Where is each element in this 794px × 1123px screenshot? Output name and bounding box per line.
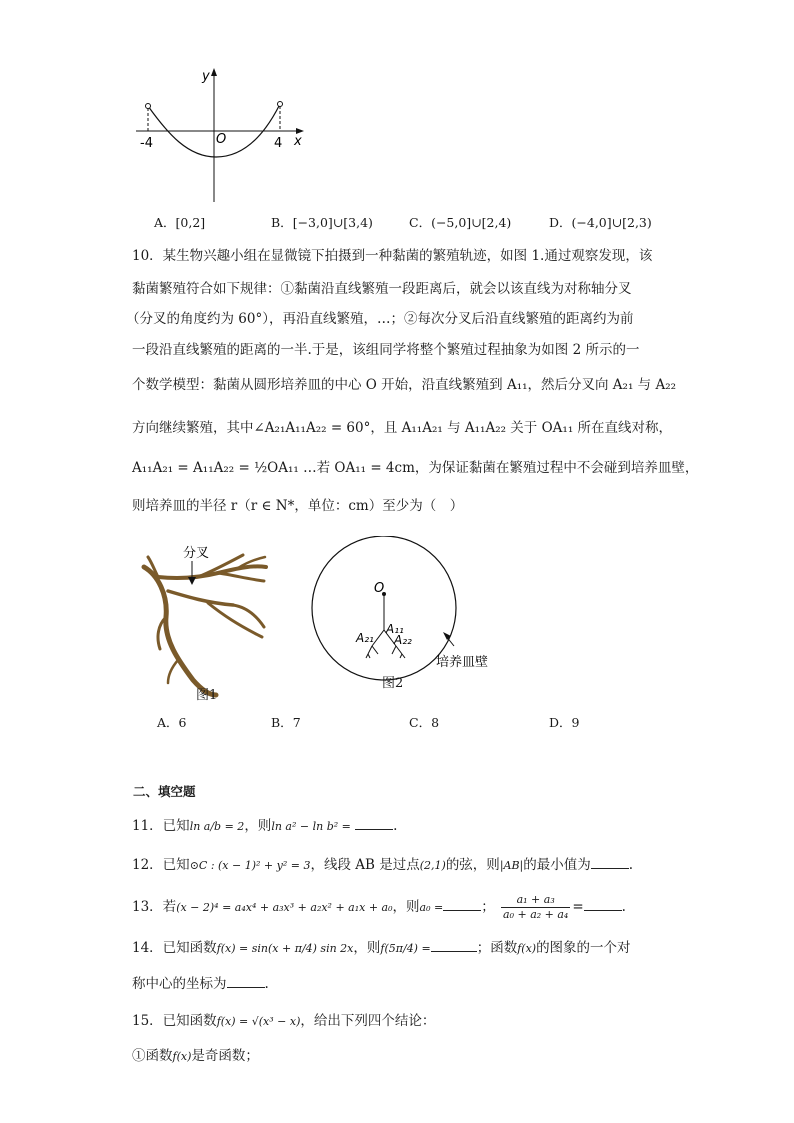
q10-option-d[interactable]: D．9 — [549, 715, 580, 730]
x-axis-label: x — [294, 134, 302, 149]
origin-label: O — [216, 132, 227, 147]
q11-answer-blank[interactable] — [355, 817, 393, 830]
q14-answer-blank-2[interactable] — [227, 975, 265, 988]
wall-label: 培养皿壁 — [436, 655, 489, 670]
q10-option-c[interactable]: C．8 — [409, 715, 440, 730]
figure-1-branch-drawing — [138, 545, 273, 705]
a21-label: A₂₁ — [356, 631, 374, 645]
q10-option-a[interactable]: A．6 — [157, 715, 187, 730]
q10-line-7: A₁₁A₂₁ = A₁₁A₂₂ = ½OA₁₁ …若 OA₁₁ = 4cm，为保证黏菌在繁殖过程中不会碰到培养皿壁， — [132, 460, 699, 476]
q10-line-5: 个数学模型：黏菌从圆形培养皿的中心 O 开始，沿直线繁殖到 A₁₁，然后分叉向 A₂₁ 与 A₂₂ — [132, 377, 677, 393]
branch-label: 分叉 — [183, 546, 210, 561]
q14: 14．已知函数f(x) = sin(x + π/4) sin 2x，则f(5π/4) = ；函数f(x)的图象的一个对 — [132, 940, 631, 956]
tick-pos-4: 4 — [274, 136, 283, 151]
q11-expr-1: ln a/b = 2 — [189, 820, 245, 833]
q13: 13．若(x − 2)⁴ = a₄x⁴ + a₃x³ + a₂x² + a₁x + a₀，则a₀ = ； $\frac{\text{a₁ + a₃}}{\text{a₀ + a₂ + a₄}}$ = . — [132, 893, 626, 921]
q12-answer-blank[interactable] — [591, 856, 629, 869]
section-2-title: 二、填空题 — [133, 784, 196, 799]
q10-option-b[interactable]: B．7 — [271, 715, 301, 730]
q12: 12．已知⊙C : (x − 1)² + y² = 3，线段 AB 是过点(2,1)的弦，则|AB|的最小值为 . — [132, 857, 634, 873]
q10-line-6: 方向继续繁殖，其中∠A₂₁A₁₁A₂₂ = 60°，且 A₁₁A₂₁ 与 A₁₁A₂₂ 关于 OA₁₁ 所在直线对称， — [132, 420, 673, 436]
figure-1-caption: 图1 — [196, 688, 218, 703]
q10-line-4: 一段沿直线繁殖的距离的一半.于是，该组同学将整个繁殖过程抽象为如图 2 所示的一 — [132, 342, 640, 358]
y-axis-label: y — [202, 69, 210, 84]
figure-2-caption: 图2 — [382, 676, 404, 691]
q13-fraction-numerator: a₁ + a₃ — [501, 893, 570, 908]
tick-neg-4: -4 — [140, 136, 153, 151]
center-o-label: O — [374, 581, 385, 596]
q10-line-1: 10．某生物兴趣小组在显微镜下拍摄到一种黏菌的繁殖轨迹，如图 1.通过观察发现，该 — [132, 248, 653, 264]
q13-answer-blank-2[interactable] — [584, 898, 622, 911]
function-graph — [128, 62, 318, 206]
q9-option-b[interactable]: B．[−3,0]∪[3,4) — [271, 215, 373, 230]
q10-line-3: （分叉的角度约为 60°），再沿直线繁殖，…；②每次分叉后沿直线繁殖的距离约为前 — [126, 311, 634, 327]
q14-answer-blank-1[interactable] — [431, 939, 477, 952]
q10-line-2: 黏菌繁殖符合如下规律：①黏菌沿直线繁殖一段距离后，就会以该直线为对称轴分叉 — [132, 281, 632, 297]
q14-line-2: 称中心的坐标为 . — [132, 976, 269, 992]
figure-2-petri-dish — [306, 536, 506, 686]
q9-option-a[interactable]: A．[0,2] — [154, 215, 206, 230]
q9-option-c[interactable]: C．(−5,0]∪[2,4) — [409, 215, 512, 230]
q10-line-8: 则培养皿的半径 r（r ∈ N*，单位：cm）至少为（ ） — [132, 498, 464, 514]
q13-fraction-denominator: a₀ + a₂ + a₄ — [503, 908, 569, 921]
a11-label: A₁₁ — [386, 622, 404, 636]
q15: 15．已知函数f(x) = √(x³ − x)，给出下列四个结论： — [132, 1013, 436, 1029]
q15-item-1: ①函数f(x)是奇函数； — [132, 1048, 259, 1064]
q11: 11．已知ln a/b = 2，则ln a² − ln b² = . — [132, 818, 398, 834]
q11-expr-2: ln a² − ln b² = — [271, 820, 351, 833]
q9-option-d[interactable]: D．(−4,0]∪[2,3) — [549, 215, 652, 230]
a22-label: A₂₂ — [394, 633, 412, 647]
q13-answer-blank-1[interactable] — [443, 898, 481, 911]
